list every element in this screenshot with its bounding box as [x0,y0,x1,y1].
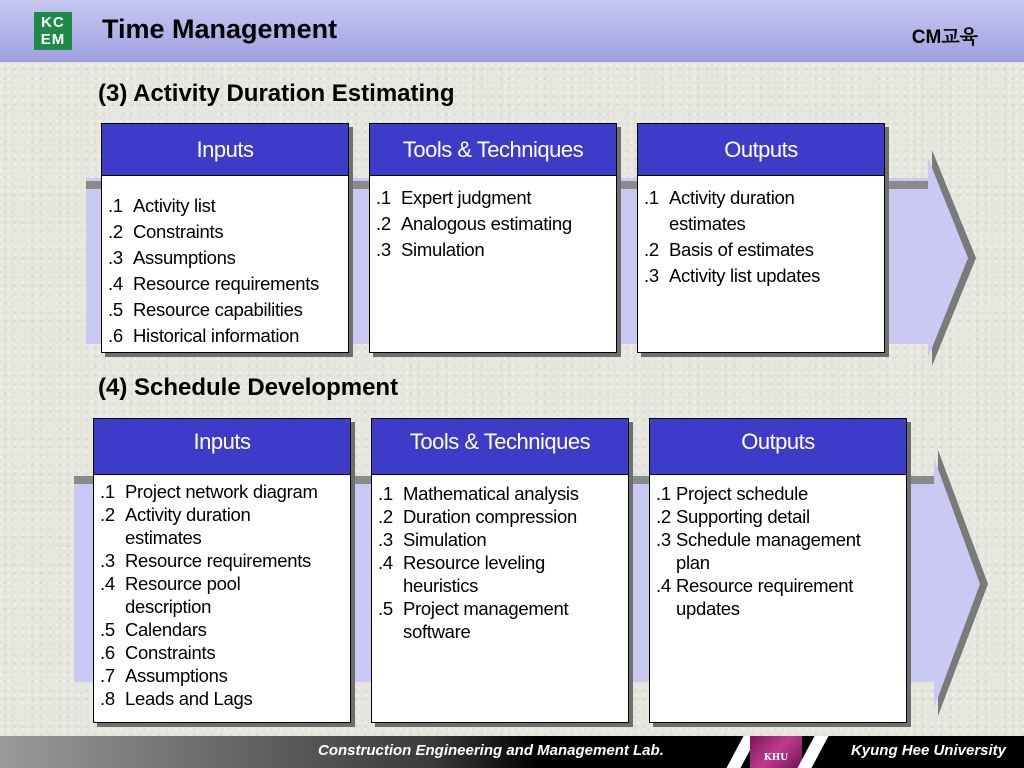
list-item: .1 Project schedule [656,483,808,504]
inputs-heading: Inputs [102,124,348,176]
outputs-box [649,418,907,723]
logo-text-bottom: EM [40,31,66,48]
list-item: .3 Resource requirements [100,550,311,571]
list-item: .4 Resource pool description [100,573,241,617]
list-item: .2 Basis of estimates [644,239,814,260]
process-arrow-icon [926,450,994,720]
outputs-list [650,475,906,620]
list-item: .5 Calendars [100,619,207,640]
tools-techniques-box [371,418,629,723]
tools-techniques-heading: Tools & Techniques [370,124,616,176]
kcem-logo [34,12,72,50]
list-item: .6 Constraints [100,642,216,663]
list-item: .3 Simulation [378,529,487,550]
list-item: .1 Mathematical analysis [378,483,579,504]
footer-university-name: Kyung Hee University [850,742,1006,759]
outputs-heading: Outputs [638,124,884,176]
list-item: .3 Schedule management plan [656,529,861,573]
tools-techniques-box [369,123,617,353]
outputs-box [637,123,885,353]
tools-techniques-list [370,176,616,263]
tools-techniques-list [372,475,628,643]
inputs-heading: Inputs [94,419,350,475]
list-item: .2 Supporting detail [656,506,810,527]
section-title-duration-estimating: (3) Activity Duration Estimating [98,80,455,107]
list-item: .1 Activity duration estimates [644,187,795,234]
list-item: .5 Project management software [378,598,569,642]
list-item: .4 Resource requirements [108,273,319,294]
outputs-list [638,176,884,289]
list-item: .2 Duration compression [378,506,577,527]
logo-text-top: KC [41,14,65,31]
list-item: .2 Activity duration estimates [100,504,251,548]
list-item: .5 Resource capabilities [108,299,303,320]
list-item: .3 Simulation [376,239,485,260]
university-emblem-icon [750,736,802,768]
brand-label: CM교육 [911,27,978,48]
footer-divider [797,736,828,768]
footer-lab-name: Construction Engineering and Management Lab. [318,742,664,759]
list-item: .3 Assumptions [108,247,236,268]
inputs-box [93,418,351,723]
list-item: .8 Leads and Lags [100,688,253,709]
emblem-text: KHU [763,753,789,763]
section-title-schedule-development: (4) Schedule Development [98,374,399,401]
list-item: .2 Constraints [108,221,224,242]
list-item: .7 Assumptions [100,665,228,686]
list-item: .4 Resource leveling heuristics [378,552,545,596]
list-item: .4 Resource requirement updates [656,575,854,619]
tools-techniques-heading: Tools & Techniques [372,419,628,475]
process-arrow-icon [920,150,984,370]
title-bar [0,0,1024,62]
footer-bar [0,736,1024,768]
list-item: .6 Historical information [108,325,300,346]
list-item: .1 Activity list [108,195,216,216]
inputs-box [101,123,349,353]
outputs-heading: Outputs [650,419,906,475]
inputs-list [94,475,350,710]
inputs-list [102,176,348,349]
list-item: .1 Project network diagram [100,481,318,502]
list-item: .3 Activity list updates [644,265,821,286]
list-item: .2 Analogous estimating [376,213,572,234]
list-item: .1 Expert judgment [376,187,532,208]
slide-title: Time Management [102,14,338,44]
